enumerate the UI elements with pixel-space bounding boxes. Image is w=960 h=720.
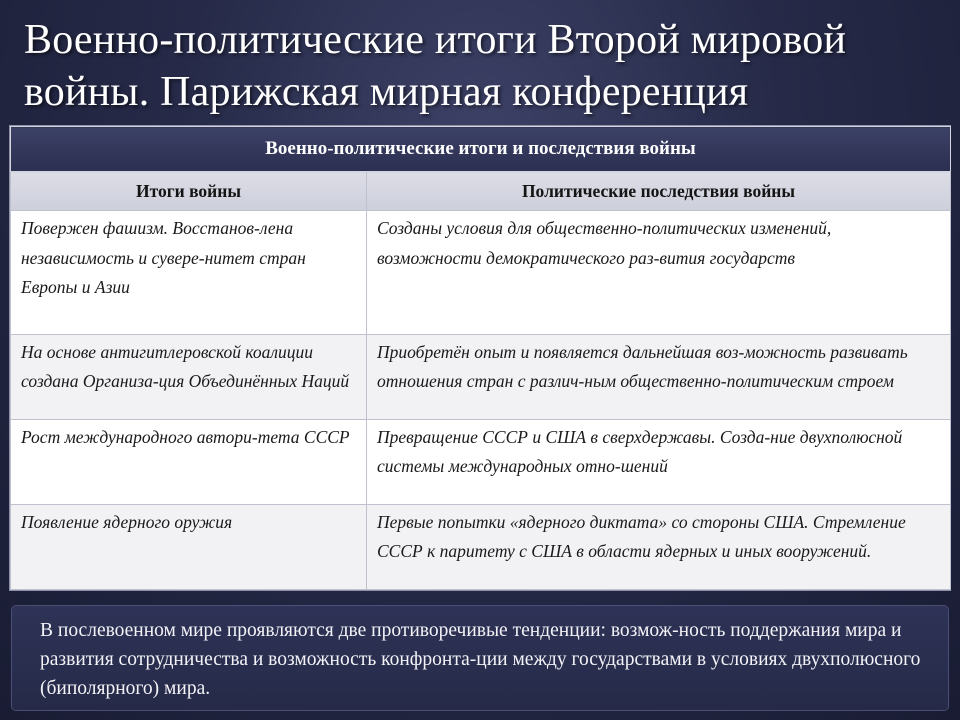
table-cell-consequence: Превращение СССР и США в сверхдержавы. Созда-ние двухполюсной системы международных отно-шений xyxy=(367,419,951,504)
table-cell-result: Рост международного автори-тета СССР xyxy=(11,419,367,504)
slide-title-line-2: войны. Парижская мирная конференция xyxy=(24,69,749,115)
slide-title xyxy=(24,14,944,118)
table-row xyxy=(11,419,951,504)
table-cell-result: Повержен фашизм. Восстанов-лена независимость и сувере-нитет стран Европы и Азии xyxy=(11,211,367,335)
results-table-frame xyxy=(10,126,950,590)
table-row xyxy=(11,334,951,419)
table-caption-row xyxy=(11,127,951,172)
table-cell-result: Появление ядерного оружия xyxy=(11,504,367,589)
results-table xyxy=(10,126,951,590)
summary-box xyxy=(12,606,948,710)
summary-text: В послевоенном мире проявляются две противоречивые тенденции: возмож-ность поддержания мира и развития сотрудничества и возможность конфронта-ции между государствами в условиях двухполюсного (биполярного) мира. xyxy=(40,620,921,699)
table-row xyxy=(11,211,951,335)
table-caption: Военно-политические итоги и последствия войны xyxy=(11,127,951,172)
table-cell-consequence: Приобретён опыт и появляется дальнейшая воз-можность развивать отношения стран с различ-ным общественно-политическим строем xyxy=(367,334,951,419)
table-cell-consequence: Первые попытки «ядерного диктата» со стороны США. Стремление СССР к паритету с США в области ядерных и иных вооружений. xyxy=(367,504,951,589)
column-header-consequences: Политические последствия войны xyxy=(367,172,951,211)
table-row xyxy=(11,504,951,589)
table-header-row xyxy=(11,172,951,211)
column-header-results: Итоги войны xyxy=(11,172,367,211)
slide-title-line-1: Военно-политические итоги Второй мировой xyxy=(24,17,847,63)
table-cell-result: На основе антигитлеровской коалиции создана Организа-ция Объединённых Наций xyxy=(11,334,367,419)
table-cell-consequence: Созданы условия для общественно-политических изменений, возможности демократического раз-вития государств xyxy=(367,211,951,335)
